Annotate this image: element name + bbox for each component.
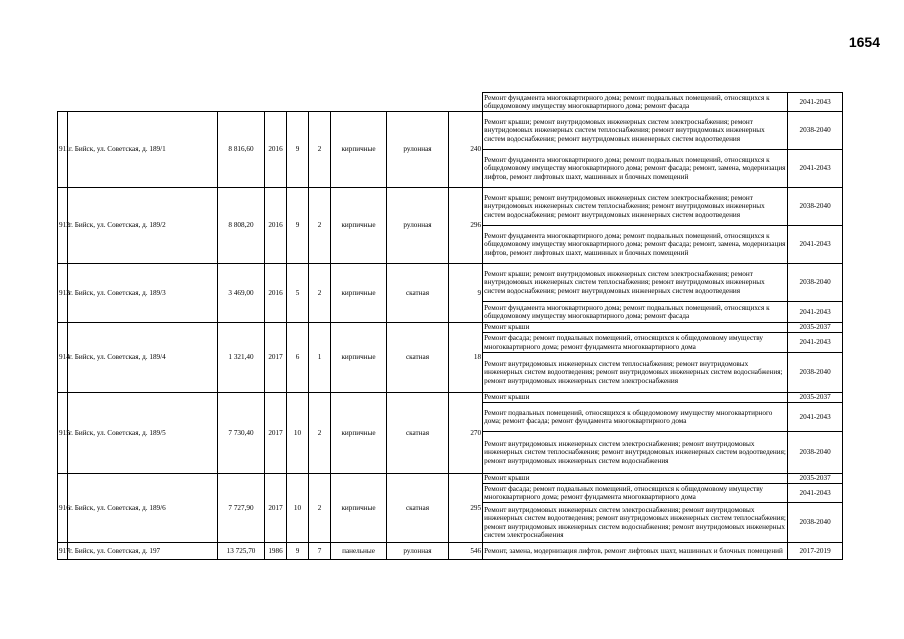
- table-row: [58, 93, 843, 112]
- build-year: 1986: [265, 543, 287, 560]
- entrance-count: 1: [309, 323, 331, 393]
- capital-repair-register-table: [57, 92, 843, 560]
- floor-count: 9: [287, 112, 309, 188]
- row-number: 915: [58, 393, 68, 474]
- work-description: Ремонт подвальных помещений, относящихся к общедомовому имуществу многоквартирного дома; ремонт фасада; ремонт фундамента многоквартирного дома: [483, 403, 788, 432]
- work-description: Ремонт крыши; ремонт внутридомовых инженерных систем электроснабжения; ремонт внутридомовых инженерных систем теплоснабжения; ремонт внутридомовых инженерных систем водоснабжения; ремонт внутридомовых инженерных систем водоотведения: [483, 264, 788, 302]
- apartment-count: 240: [449, 112, 483, 188]
- floor-count: 6: [287, 323, 309, 393]
- floor-count: 5: [287, 264, 309, 323]
- work-period: 2041-2043: [788, 484, 843, 503]
- work-period: 2038-2040: [788, 264, 843, 302]
- work-period: 2038-2040: [788, 353, 843, 393]
- floor-count: 9: [287, 188, 309, 264]
- work-period: 2038-2040: [788, 432, 843, 474]
- work-period: 2041-2043: [788, 403, 843, 432]
- page-number: 1654: [848, 34, 880, 50]
- roof-type: скатная: [387, 393, 449, 474]
- house-address: г. Бийск, ул. Советская, д. 189/1: [68, 112, 218, 188]
- build-year: 2017: [265, 323, 287, 393]
- entrance-count: 2: [309, 264, 331, 323]
- build-year: 2016: [265, 112, 287, 188]
- table-row: [58, 393, 843, 403]
- work-description: Ремонт внутридомовых инженерных систем теплоснабжения; ремонт внутридомовых инженерных систем водоотведения; ремонт внутридомовых инженерных систем водоснабжения; ремонт внутридомовых инженерных систем электроснабжения: [483, 353, 788, 393]
- floor-count: 10: [287, 474, 309, 543]
- house-address: г. Бийск, ул. Советская, д. 189/4: [68, 323, 218, 393]
- entrance-count: 7: [309, 543, 331, 560]
- work-period: 2035-2037: [788, 474, 843, 484]
- wall-material: кирпичные: [331, 112, 387, 188]
- row-number: 917: [58, 543, 68, 560]
- table-row: [58, 474, 843, 484]
- roof-type: скатная: [387, 323, 449, 393]
- entrance-count: 2: [309, 474, 331, 543]
- wall-material: кирпичные: [331, 188, 387, 264]
- house-address: г. Бийск, ул. Советская, д. 197: [68, 543, 218, 560]
- house-address: г. Бийск, ул. Советская, д. 189/5: [68, 393, 218, 474]
- work-description: Ремонт крыши; ремонт внутридомовых инженерных систем электроснабжения; ремонт внутридомовых инженерных систем теплоснабжения; ремонт внутридомовых инженерных систем водоснабжения; ремонт внутридомовых инженерных систем водоотведения: [483, 188, 788, 226]
- wall-material: кирпичные: [331, 323, 387, 393]
- floor-count: 10: [287, 393, 309, 474]
- row-number: 913: [58, 264, 68, 323]
- apartment-count: 546: [449, 543, 483, 560]
- work-description: Ремонт внутридомовых инженерных систем электроснабжения; ремонт внутридомовых инженерных систем теплоснабжения; ремонт внутридомовых инженерных систем водоотведения; ремонт внутридомовых инженерных систем водоснабжения: [483, 432, 788, 474]
- work-period: 2041-2043: [788, 302, 843, 323]
- build-year: 2017: [265, 474, 287, 543]
- build-year: 2017: [265, 393, 287, 474]
- total-area: 7 730,40: [218, 393, 265, 474]
- continued-blank-cell: [58, 93, 483, 112]
- row-number: 912: [58, 188, 68, 264]
- table-row: [58, 112, 843, 150]
- table-row: [58, 264, 843, 302]
- roof-type: рулонная: [387, 188, 449, 264]
- table-row: [58, 543, 843, 560]
- total-area: 13 725,70: [218, 543, 265, 560]
- total-area: 8 808,20: [218, 188, 265, 264]
- work-period: 2041-2043: [788, 333, 843, 353]
- work-description: Ремонт крыши: [483, 474, 788, 484]
- work-description: Ремонт фасада; ремонт подвальных помещений, относящихся к общедомовому имуществу многоквартирного дома; ремонт фундамента многоквартирного дома: [483, 484, 788, 503]
- entrance-count: 2: [309, 188, 331, 264]
- wall-material: панельные: [331, 543, 387, 560]
- work-period: 2035-2037: [788, 393, 843, 403]
- work-description: Ремонт фундамента многоквартирного дома; ремонт подвальных помещений, относящихся к общедомовому имуществу многоквартирного дома; ремонт фасада; ремонт, замена, модернизация лифтов, ремонт лифтовых шахт, машинных и блочных помещений: [483, 150, 788, 188]
- apartment-count: 295: [449, 474, 483, 543]
- table-row: [58, 323, 843, 333]
- roof-type: скатная: [387, 264, 449, 323]
- floor-count: 9: [287, 543, 309, 560]
- total-area: 3 469,00: [218, 264, 265, 323]
- house-address: г. Бийск, ул. Советская, д. 189/6: [68, 474, 218, 543]
- work-description: Ремонт фундамента многоквартирного дома; ремонт подвальных помещений, относящихся к общедомовому имуществу многоквартирного дома; ремонт фасада: [483, 93, 788, 112]
- total-area: 7 727,90: [218, 474, 265, 543]
- row-number: 911: [58, 112, 68, 188]
- work-period: 2038-2040: [788, 503, 843, 543]
- house-address: г. Бийск, ул. Советская, д. 189/2: [68, 188, 218, 264]
- total-area: 8 816,60: [218, 112, 265, 188]
- table-row: [58, 188, 843, 226]
- entrance-count: 2: [309, 112, 331, 188]
- total-area: 1 321,40: [218, 323, 265, 393]
- work-period: 2017-2019: [788, 543, 843, 560]
- register-body: [58, 93, 843, 560]
- roof-type: скатная: [387, 474, 449, 543]
- work-period: 2041-2043: [788, 150, 843, 188]
- work-description: Ремонт, замена, модернизация лифтов, ремонт лифтовых шахт, машинных и блочных помещений: [483, 543, 788, 560]
- apartment-count: 270: [449, 393, 483, 474]
- work-description: Ремонт фасада; ремонт подвальных помещений, относящихся к общедомовому имуществу многоквартирного дома; ремонт фундамента многоквартирного дома: [483, 333, 788, 353]
- work-period: 2041-2043: [788, 226, 843, 264]
- work-period: 2041-2043: [788, 93, 843, 112]
- work-description: Ремонт фундамента многоквартирного дома; ремонт подвальных помещений, относящихся к общедомовому имуществу многоквартирного дома; ремонт фасада: [483, 302, 788, 323]
- build-year: 2016: [265, 188, 287, 264]
- wall-material: кирпичные: [331, 474, 387, 543]
- apartment-count: 9: [449, 264, 483, 323]
- apartment-count: 18: [449, 323, 483, 393]
- row-number: 914: [58, 323, 68, 393]
- roof-type: рулонная: [387, 543, 449, 560]
- house-address: г. Бийск, ул. Советская, д. 189/3: [68, 264, 218, 323]
- apartment-count: 296: [449, 188, 483, 264]
- build-year: 2016: [265, 264, 287, 323]
- wall-material: кирпичные: [331, 264, 387, 323]
- work-description: Ремонт крыши: [483, 323, 788, 333]
- entrance-count: 2: [309, 393, 331, 474]
- work-period: 2038-2040: [788, 188, 843, 226]
- row-number: 916: [58, 474, 68, 543]
- work-description: Ремонт крыши; ремонт внутридомовых инженерных систем электроснабжения; ремонт внутридомовых инженерных систем теплоснабжения; ремонт внутридомовых инженерных систем водоснабжения; ремонт внутридомовых инженерных систем водоотведения: [483, 112, 788, 150]
- work-description: Ремонт фундамента многоквартирного дома; ремонт подвальных помещений, относящихся к общедомовому имуществу многоквартирного дома; ремонт фасада; ремонт, замена, модернизация лифтов, ремонт лифтовых шахт, машинных и блочных помещений: [483, 226, 788, 264]
- work-description: Ремонт внутридомовых инженерных систем электроснабжения; ремонт внутридомовых инженерных систем водоотведения; ремонт внутридомовых инженерных систем теплоснабжения; ремонт внутридомовых инженерных систем водоснабжения; ремонт внутридомовых инженерных систем электроснабжения: [483, 503, 788, 543]
- work-description: Ремонт крыши: [483, 393, 788, 403]
- roof-type: рулонная: [387, 112, 449, 188]
- work-period: 2035-2037: [788, 323, 843, 333]
- work-period: 2038-2040: [788, 112, 843, 150]
- wall-material: кирпичные: [331, 393, 387, 474]
